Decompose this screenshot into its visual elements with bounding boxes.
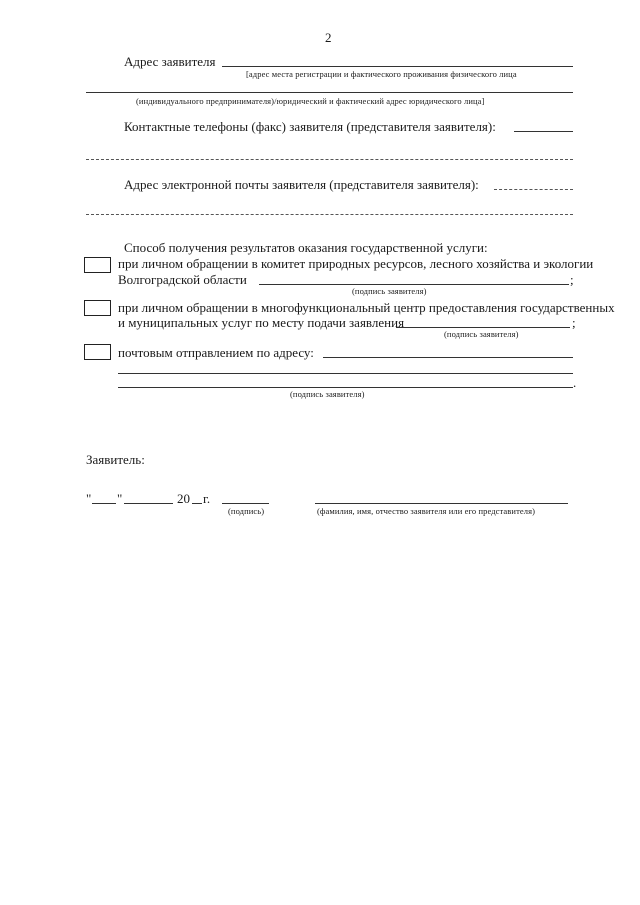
- delivery-option-mail-address-field-line-2[interactable]: [118, 373, 573, 374]
- date-month-field[interactable]: [124, 503, 173, 504]
- applicant-address-label: Адрес заявителя: [124, 54, 216, 69]
- applicant-signature-hint: (подпись): [228, 506, 265, 516]
- delivery-option-mfc-signature-field[interactable]: [396, 327, 570, 328]
- applicant-signature-field[interactable]: [222, 503, 269, 504]
- delivery-option-committee-signature-field[interactable]: [259, 284, 569, 285]
- date-quote-close: ": [117, 491, 123, 506]
- date-year-field[interactable]: [192, 503, 202, 504]
- date-year-prefix: 20: [177, 491, 190, 506]
- applicant-address-field[interactable]: [222, 66, 573, 67]
- email-field-line-2[interactable]: [86, 214, 573, 215]
- delivery-option-mail-signature-hint: (подпись заявителя): [290, 389, 365, 399]
- contact-phones-label: Контактные телефоны (факс) заявителя (представителя заявителя):: [124, 119, 496, 134]
- contact-phones-field[interactable]: [514, 131, 573, 132]
- applicant-address-hint-2: (индивидуального предпринимателя)/юридический и фактический адрес юридического лица]: [136, 96, 485, 106]
- applicant-address-hint-1: [адрес места регистрации и фактического проживания физического лица: [246, 69, 517, 79]
- delivery-option-mfc-signature-hint: (подпись заявителя): [444, 329, 519, 339]
- applicant-name-hint: (фамилия, имя, отчество заявителя или его представителя): [317, 506, 536, 516]
- date-quote-open: ": [86, 491, 92, 506]
- date-year-suffix: г.: [203, 491, 211, 506]
- delivery-option-committee-signature-hint: (подпись заявителя): [352, 286, 427, 296]
- delivery-option-mfc-text-1: при личном обращении в многофункциональный центр предоставления государственных: [118, 300, 615, 315]
- delivery-option-committee-text-1: при личном обращении в комитет природных ресурсов, лесного хозяйства и экологии: [118, 256, 594, 271]
- email-field[interactable]: [494, 189, 573, 190]
- delivery-option-mail-text: почтовым отправлением по адресу:: [118, 345, 314, 360]
- page-number: 2: [325, 30, 332, 45]
- date-day-field[interactable]: [92, 503, 116, 504]
- delivery-option-mail-checkbox[interactable]: [84, 344, 111, 360]
- delivery-option-mail-end: .: [573, 375, 577, 390]
- delivery-option-mail-address-field-line-3[interactable]: [118, 387, 573, 388]
- applicant-label: Заявитель:: [86, 452, 145, 467]
- delivery-option-mfc-text-2: и муниципальных услуг по месту подачи заявления: [118, 315, 405, 330]
- delivery-option-committee-end: ;: [570, 272, 574, 287]
- applicant-name-field[interactable]: [315, 503, 568, 504]
- delivery-option-mfc-end: ;: [572, 315, 576, 330]
- delivery-option-committee-text-2: Волгоградской области: [118, 272, 247, 287]
- delivery-option-committee-checkbox[interactable]: [84, 257, 111, 273]
- delivery-option-mail-address-field[interactable]: [323, 357, 573, 358]
- delivery-option-mfc-checkbox[interactable]: [84, 300, 111, 316]
- applicant-address-field-line-2[interactable]: [86, 92, 573, 93]
- email-label: Адрес электронной почты заявителя (представителя заявителя):: [124, 177, 479, 192]
- contact-phones-field-line-2[interactable]: [86, 159, 573, 160]
- delivery-heading: Способ получения результатов оказания государственной услуги:: [124, 240, 488, 255]
